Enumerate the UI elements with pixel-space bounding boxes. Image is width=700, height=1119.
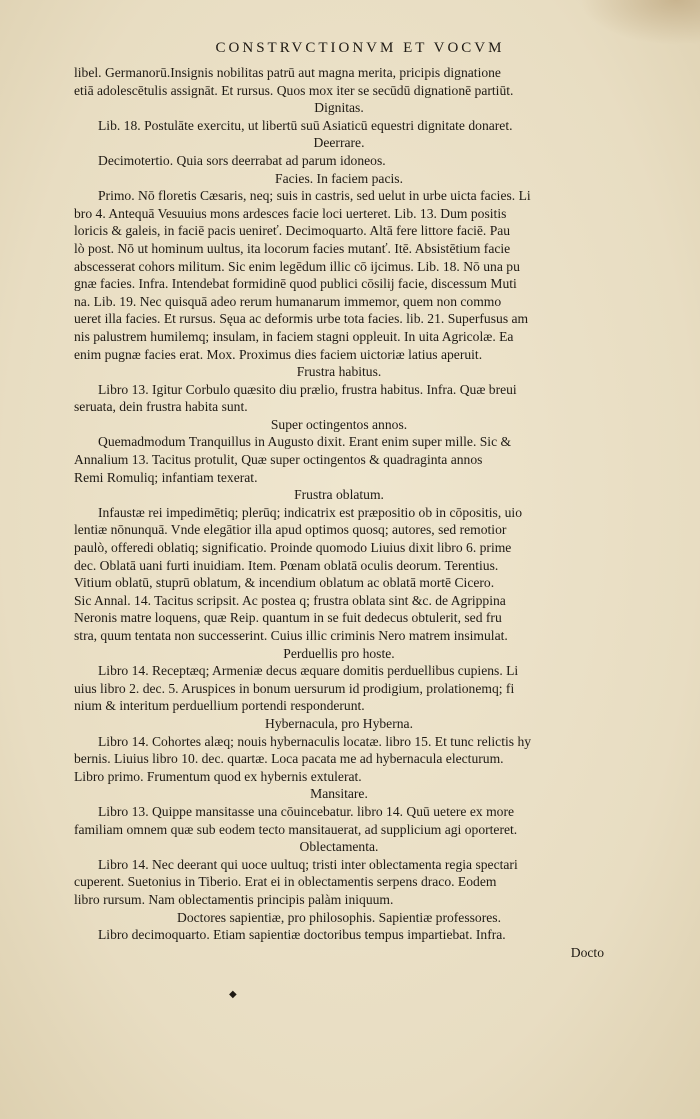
text-line: Libro decimoquarto. Etiam sapientiæ doctoribus tempus impartiebat. Infra. [98, 927, 506, 943]
text-line: Libro 14. Cohortes alæq; nouis hybernaculis locatæ. libro 15. Et tunc relictis hy [98, 733, 532, 749]
text-line: gnæ facies. Infra. Intendebat formidinē quod publici cōsilij facie, discessum Muti [74, 276, 517, 292]
text-line: nis palustrem humilemq; insulam, in faciem stagni oppleuit. In uita Agricolæ. Ea [74, 328, 514, 344]
section-heading: Perduellis pro hoste. [283, 645, 395, 661]
text-line: Neronis matre loquens, quæ Reip. quantum in se fuit dedecus obtulerit, sed fru [74, 610, 502, 626]
running-header: CONSTRVCTIONVM ET VOCVM [215, 40, 505, 56]
section-heading: Deerrare. [313, 135, 365, 151]
text-line: uius libro 2. dec. 5. Aruspices in bonum uersurum id prodigium, prolationemq; fi [74, 680, 515, 696]
section-heading: Dignitas. [314, 100, 364, 116]
text-line: Libro primo. Frumentum quod ex hybernis extulerat. [74, 768, 362, 784]
text-line: Lib. 18. Postulāte exercitu, ut libertū suū Asiaticū equestri dignitate donaret. [98, 117, 513, 133]
page-text [74, 64, 604, 961]
text-line: ueret illa facies. Et rursus. Sęua ac deformis urbe tota facies. lib. 21. Superfusus am [74, 311, 529, 327]
text-line: Quemadmodum Tranquillus in Augusto dixit. Erant enim super mille. Sic & [98, 434, 512, 450]
text-line: cuperent. Suetonius in Tiberio. Erat ei in oblectamentis serpens draco. Eodem [74, 874, 497, 890]
text-line: libro rursum. Nam oblectamentis principis palàm iniquum. [74, 891, 394, 907]
section-heading: Frustra oblatum. [294, 487, 384, 503]
text-line: Primo. Nō floretis Cæsaris, neq; suis in castris, sed uelut in urbe uicta facies. Li [98, 188, 531, 204]
catchword: Docto [570, 944, 604, 960]
text-line: Remi Romuliq; infantiam texerat. [74, 469, 258, 485]
text-line: Infaustæ rei impedimētiq; plerūq; indicatrix est præpositio ob in cōpositis, uio [98, 504, 522, 520]
text-line: paulò, offeredi oblatiq; significatio. Proinde quomodo Liuius dixit libro 6. prime [74, 540, 512, 556]
section-heading: Hybernacula, pro Hyberna. [265, 715, 413, 731]
section-heading: Facies. In faciem pacis. [275, 170, 403, 186]
text-line: Libro 13. Igitur Corbulo quæsito diu prælio, frustra habitus. Infra. Quæ breui [98, 381, 517, 397]
text-line: abscesserat cohors militum. Sic enim legēdum illic cō ijcimus. Lib. 18. Nō una pu [74, 258, 520, 274]
text-line: lò post. Nō ut hominum uultus, ita locorum facies mutanť. Itē. Absistētium facie [74, 240, 511, 256]
text-line: Sic Annal. 14. Tacitus scripsit. Ac postea q; frustra oblata sint &c. de Agrippina [74, 592, 506, 608]
text-line: etiā adolescētulis assignāt. Et rursus. Quos mox iter se secūdū dignationē partiūt. [74, 82, 514, 98]
text-line: na. Lib. 19. Nec quisquā adeo rerum humanarum immemor, quem non commo [74, 293, 502, 309]
section-heading: Mansitare. [310, 786, 368, 802]
text-line: loricis & galeis, in faciē pacis uenireť. Decimoquarto. Altā fere littore faciē. Pau [74, 223, 511, 239]
section-heading: Doctores sapientiæ, pro philosophis. Sapientiæ professores. [177, 909, 501, 925]
section-heading: Frustra habitus. [296, 364, 382, 380]
section-heading: Oblectamenta. [299, 839, 379, 855]
text-line: Libro 13. Quippe mansitasse una cōuincebatur. libro 14. Quū uetere ex more [98, 803, 515, 819]
text-line: nium & interitum perduellium portendi responderunt. [74, 698, 365, 714]
text-line: bernis. Liuius libro 10. dec. quartæ. Loca pacata me ad hybernacula electurum. [74, 751, 504, 767]
text-line: Libro 14. Receptæq; Armeniæ decus æquare domitis perduellibus cupiens. Li [98, 663, 519, 679]
text-line: Libro 14. Nec deerant qui uoce uultuq; tristi inter oblectamenta regia spectari [98, 856, 518, 872]
printer-ornament: ◆ [229, 989, 237, 1000]
section-heading: Super octingentos annos. [270, 416, 408, 432]
paper-stain [580, 0, 700, 45]
text-line: enim pugnæ facies erat. Mox. Proximus dies faciem uictoriæ latius aperuit. [74, 346, 483, 362]
text-line: Decimotertio. Quia sors deerrabat ad parum idoneos. [98, 152, 386, 168]
text-line: Vitium oblatū, stuprū oblatum, & incendium oblatum ac oblatā mortē Cicero. [74, 575, 495, 591]
text-line: stra, quum tentata non successerint. Cuius illic criminis Nero matrem insimulat. [74, 628, 508, 643]
text-line: familiam omnem quæ sub eodem tecto mansitauerat, ad supplicium agi oporteret. [74, 821, 518, 837]
text-line: dec. Oblatā uani furti inuidiam. Item. Pœnam oblatā oculis deorum. Terentius. [74, 557, 499, 573]
text-line: Annalium 13. Tacitus protulit, Quæ super octingentos & quadraginta annos [74, 452, 483, 468]
text-line: seruata, dein frustra habita sunt. [74, 399, 248, 415]
text-line: lentiæ nōnunquā. Vnde elegātior illa apud optimos quosq; autores, sed remotior [74, 522, 507, 538]
text-line: libel. Germanorū.Insignis nobilitas patrū aut magna merita, pricipis dignatione [74, 65, 501, 80]
text-line: bro 4. Antequā Vesuuius mons ardesces facie loci uerteret. Lib. 13. Dum positis [74, 205, 507, 221]
